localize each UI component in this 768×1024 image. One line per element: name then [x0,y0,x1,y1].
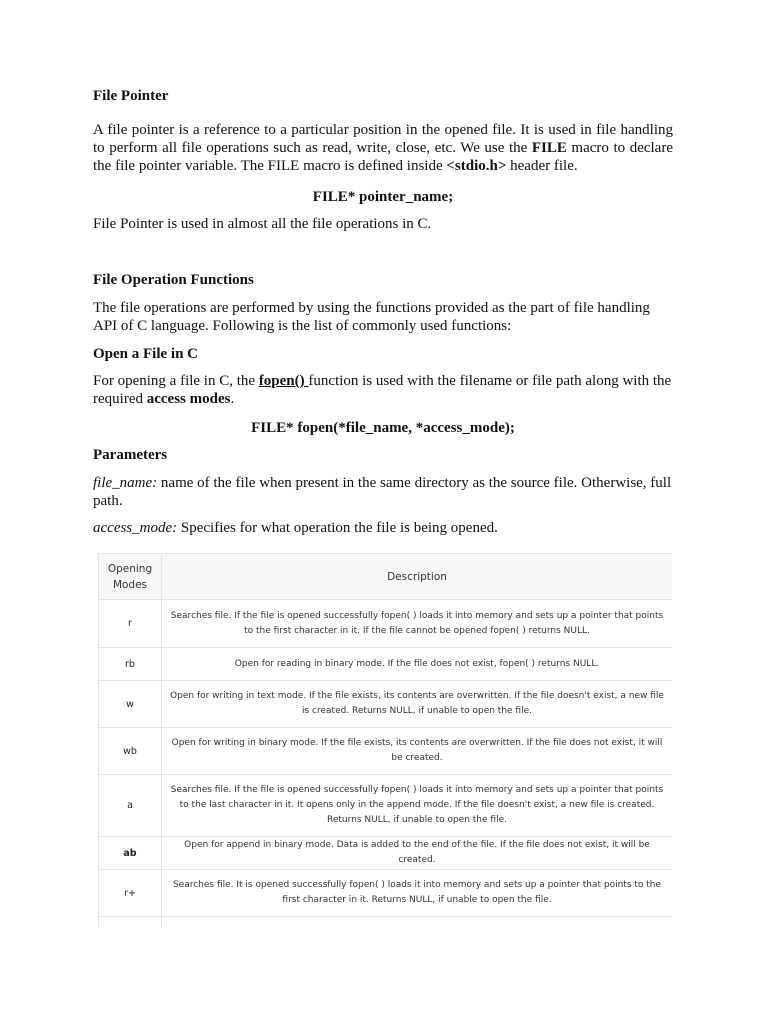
table-row [99,728,673,775]
fp-text-3: header file. [506,158,578,174]
description-cell: Searches file. It is opened successfully fopen( ) loads it into memory and sets up a pointer that points to the first character in it. Returns NULL, if unable to open the file. [162,870,673,917]
table-row [99,870,673,917]
heading-file-pointer: File Pointer [93,88,169,104]
mode-cell: w [99,681,162,728]
table-row [99,681,673,728]
param-access-mode [93,519,673,537]
access-modes-table [98,553,672,927]
param-access-mode-term: access_mode: [93,520,178,536]
mode-cell: a [99,775,162,837]
param-file-name-text: name of the file when present in the same directory as the source file. Otherwise, full path. [93,475,672,509]
fp-bold-file: FILE [531,140,567,156]
file-pointer-note: File Pointer is used in almost all the file operations in C. [93,216,432,232]
table-row [99,775,673,837]
header-description: Description [162,554,673,600]
file-operation-paragraph: The file operations are performed by using the functions provided as the part of file handling API of C language. Following is the list of commonly used functions: [93,300,650,334]
fp-bold-stdio: <stdio.h> [446,158,507,174]
file-pointer-paragraph [93,121,673,175]
param-file-name [93,474,673,510]
mode-cell: ab [99,837,162,870]
description-cell: Searches file. If the file is opened successfully fopen( ) loads it into memory and sets up a pointer that points to the last character in it. It opens only in the append mode. If the file doesn't exist, a new file is created. Returns NULL, if unable to open the file. [162,775,673,837]
heading-file-operation-functions: File Operation Functions [93,272,254,288]
description-cell [162,917,673,928]
description-cell: Open for reading in binary mode. If the file does not exist, fopen( ) returns NULL. [162,648,673,681]
open-file-paragraph [93,372,673,408]
description-cell: Open for writing in binary mode. If the file exists, its contents are overwritten. If the file does not exist, it will be created. [162,728,673,775]
open-text-2: function is used with the filename or file path along with the required [93,373,672,407]
table-row [99,837,673,870]
file-pointer-syntax: FILE* pointer_name; [312,189,454,205]
mode-cell [99,917,162,928]
param-file-name-term: file_name: [93,475,158,491]
table-row [99,600,673,648]
heading-parameters: Parameters [93,447,168,463]
mode-cell: rb [99,648,162,681]
open-text-1: For opening a file in C, the [93,373,259,389]
fp-text-1: A file pointer is a reference to a particular position in the opened file. It is used in file handling to perform all file operations such as read, write, close, etc. We use the [93,122,673,156]
table-row-cutoff [99,917,673,928]
access-modes-table-wrapper [98,553,672,927]
fopen-syntax: FILE* fopen(*file_name, *access_mode); [251,420,515,436]
table-header-row [99,554,673,600]
description-cell: Open for writing in text mode. If the file exists, its contents are overwritten. If the file doesn't exist, a new file is created. Returns NULL, if unable to open the file. [162,681,673,728]
fopen-link[interactable]: fopen() [258,373,309,389]
mode-cell: wb [99,728,162,775]
header-opening-modes: Opening Modes [99,554,162,600]
fp-text-2: macro to declare the file pointer variable. The FILE macro is defined inside [93,140,673,174]
heading-open-file: Open a File in C [93,346,199,362]
mode-cell: r+ [99,870,162,917]
description-cell: Open for append in binary mode. Data is added to the end of the file. If the file does not exist, it will be created. [162,837,673,870]
open-bold-access-modes: access modes [146,391,231,407]
table-row [99,648,673,681]
open-text-3: . [230,391,235,407]
mode-cell: r [99,600,162,648]
param-access-mode-text: Specifies for what operation the file is being opened. [177,520,498,536]
description-cell: Searches file. If the file is opened successfully fopen( ) loads it into memory and sets up a pointer that points to the first character in it. If the file cannot be opened fopen( ) returns NULL. [162,600,673,648]
